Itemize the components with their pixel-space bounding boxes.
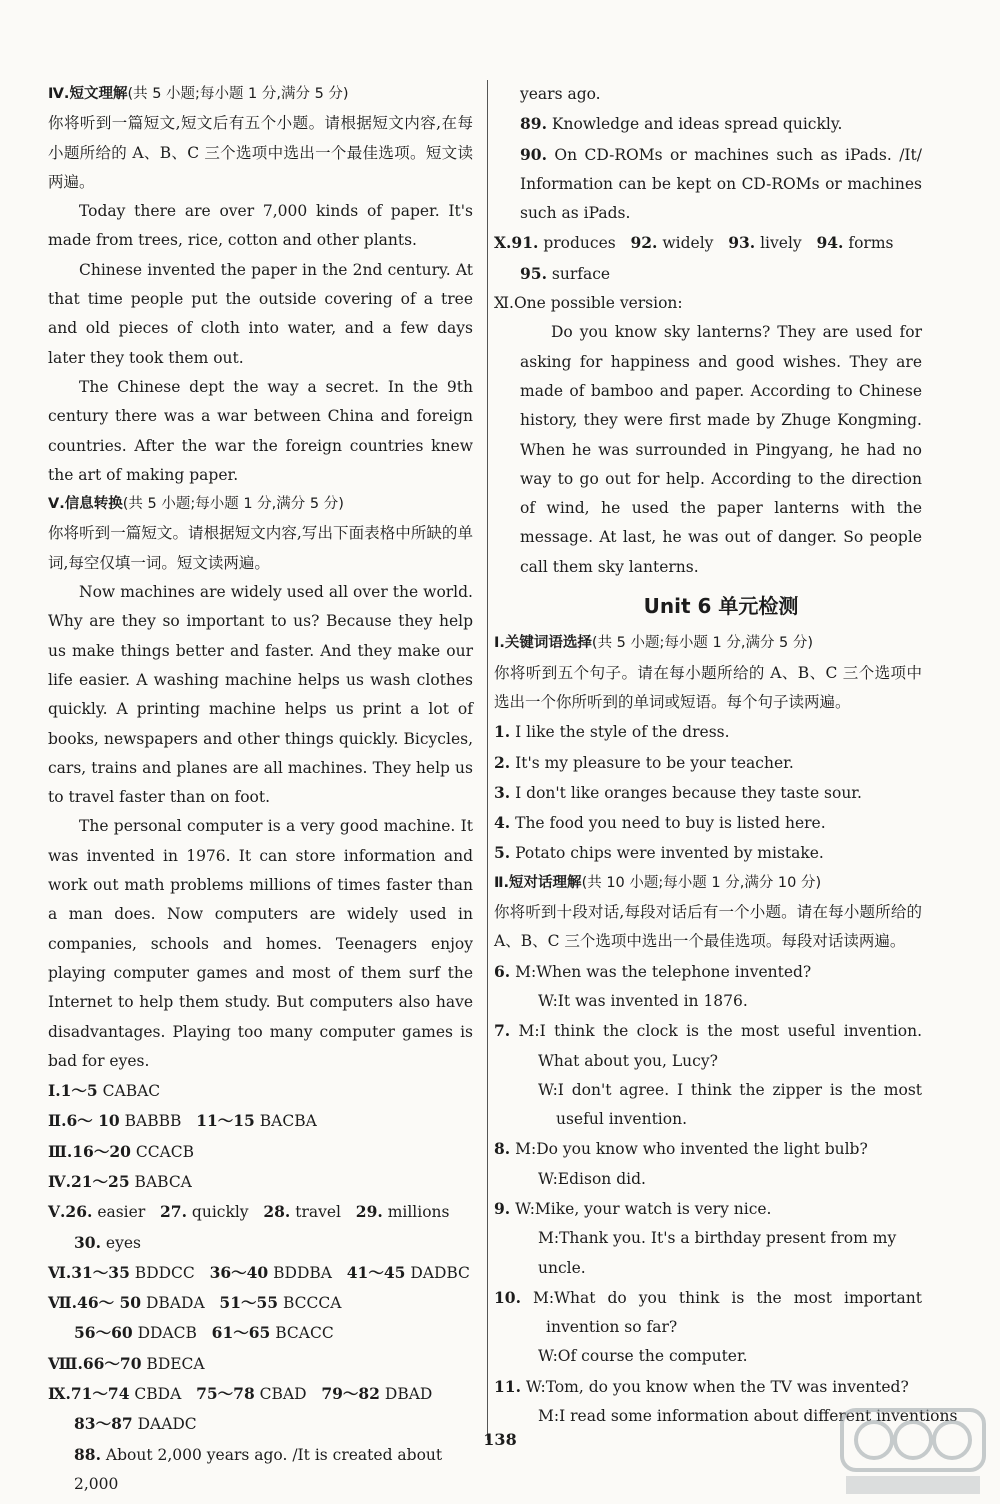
answer-line: Ⅲ.16～20 CCACB bbox=[48, 1141, 195, 1161]
answer-line: Ⅶ.46～ 50 DBADA 51～55 BCCCA bbox=[48, 1293, 342, 1313]
answer-line: Ⅹ.91. produces 92. widely 93. lively 94. forms bbox=[494, 233, 894, 253]
sentence: 1. I like the style of the dress. bbox=[494, 722, 730, 742]
passage-paragraph: Chinese invented the paper in the 2nd century. At that time people put the outside covering of a tree and old pieces of cloth into water, and a few days later they took them out. bbox=[48, 260, 473, 367]
section-heading: Ⅳ.短文理解(共 5 小题;每小题 1 分,满分 5 分) bbox=[48, 86, 349, 102]
answer-line: 89. Knowledge and ideas spread quickly. bbox=[520, 114, 843, 134]
dialogue-line: W:I don't agree. I think the zipper is the most useful invention. bbox=[538, 1080, 922, 1129]
answer-line: Ⅷ.66～70 BDECA bbox=[48, 1353, 205, 1373]
section-heading: Ⅱ.短对话理解(共 10 小题;每小题 1 分,满分 10 分) bbox=[494, 874, 822, 891]
page-number: 138 bbox=[483, 1430, 517, 1449]
unit-title: Unit 6 单元检测 bbox=[643, 594, 799, 619]
answer-line: 88. About 2,000 years ago. /It is created about 2,000 bbox=[74, 1444, 443, 1493]
dialogue-line: W:It was invented in 1876. bbox=[538, 991, 748, 1010]
passage-paragraph: The Chinese dept the way a secret. In the 9th century there was a war between China and foreign countries. After the war the foreign countries knew the art of making paper. bbox=[48, 377, 473, 484]
dialogue-line: W:Edison did. bbox=[538, 1169, 646, 1188]
answer-line: 90. On CD-ROMs or machines such as iPads. /It/ Information can be kept on CD-ROMs or machines such as iPads. bbox=[520, 144, 922, 223]
watermark-logo bbox=[838, 1406, 988, 1498]
dialogue-line: 11. W:Tom, do you know when the TV was invented? bbox=[494, 1376, 909, 1396]
passage-paragraph: Today there are over 7,000 kinds of paper. It's made from trees, rice, cotton and other plants. bbox=[48, 202, 473, 250]
dialogue-line: 10. M:What do you think is the most important invention so far? bbox=[494, 1287, 922, 1337]
answer-line: years ago. bbox=[520, 85, 601, 103]
answer-line: Ⅰ.1～5 CABAC bbox=[48, 1081, 161, 1101]
answer-line: 56～60 DDACB 61～65 BCACC bbox=[74, 1323, 334, 1343]
sentence: 3. I don't like oranges because they taste sour. bbox=[494, 782, 862, 802]
sentence: 5. Potato chips were invented by mistake. bbox=[494, 843, 824, 863]
instruction: 你将听到一篇短文。请根据短文内容,写出下面表格中所缺的单词,每空仅填一词。短文读两遍。 bbox=[48, 524, 473, 572]
dialogue-line: 8. M:Do you know who invented the light bulb? bbox=[494, 1139, 868, 1159]
instruction: 你将听到十段对话,每段对话后有一个小题。请在每小题所给的 A、B、C 三个选项中选出一个最佳选项。每段对话读两遍。 bbox=[494, 903, 922, 951]
column-divider bbox=[487, 80, 488, 1440]
sentence: 4. The food you need to buy is listed here. bbox=[494, 813, 826, 833]
answer-line: Ⅸ.71～74 CBDA 75～78 CBAD 79～82 DBAD bbox=[48, 1384, 433, 1404]
answer-line: 95. surface bbox=[520, 263, 611, 283]
answer-line: Ⅺ.One possible version: bbox=[494, 294, 683, 313]
section-heading: Ⅰ.关键词语选择(共 5 小题;每小题 1 分,满分 5 分) bbox=[494, 635, 814, 652]
answer-line: Ⅳ.21～25 BABCA bbox=[48, 1171, 192, 1191]
watermark-graphic bbox=[838, 1406, 988, 1498]
right-column bbox=[494, 80, 958, 1431]
left-column bbox=[48, 80, 473, 1499]
instruction: 你将听到一篇短文,短文后有五个小题。请根据短文内容,在每小题所给的 A、B、C 三个选项中选出一个最佳选项。短文读两遍。 bbox=[48, 114, 473, 191]
sentence: 2. It's my pleasure to be your teacher. bbox=[494, 752, 794, 772]
dialogue-line: 7. M:I think the clock is the most useful invention. What about you, Lucy? bbox=[494, 1021, 922, 1070]
passage-paragraph: Now machines are widely used all over the world. Why are they so important to us? Because they help us make things better and faster. And they make our life easier. A washing machine helps us wash clothes quickly. A printing machine helps us print a lot of books, newspapers and other things quickly. Bicycles, cars, trains and planes are all machines. They help us to travel faster than on foot. bbox=[48, 583, 473, 807]
section-heading: Ⅴ.信息转换(共 5 小题;每小题 1 分,满分 5 分) bbox=[48, 496, 344, 513]
dialogue-line: M:I read some information about different inventions bbox=[538, 1407, 958, 1426]
dialogue-line: W:Of course the computer. bbox=[538, 1347, 748, 1366]
passage-paragraph: The personal computer is a very good machine. It was invented in 1976. It can store information and work out math problems millions of times faster than a man does. Now computers are widely used in companies, schools and homes. Teenagers enjoy playing computer games and most of them surf the Internet to help them study. But computers also have disadvantages. Playing too many computer games is bad for eyes. bbox=[48, 817, 473, 1070]
essay-paragraph: Do you know sky lanterns? They are used for asking for happiness and good wishes. They are made of bamboo and paper. According to Chinese history, they were first made by Zhuge Kongming. When he was surrounded in Pingyang, he had no way to go out for help. According to the direction of wind, he used the paper lanterns with the message. At last, he was out of danger. So people call them sky lanterns. bbox=[520, 323, 922, 576]
dialogue-line: M:Thank you. It's a birthday present from my uncle. bbox=[538, 1229, 897, 1277]
answer-line: Ⅱ.6～ 10 BABBB 11～15 BACBA bbox=[48, 1111, 317, 1131]
answer-line: Ⅴ.26. easier 27. quickly 28. travel 29. millions bbox=[48, 1202, 450, 1222]
dialogue-line: 9. W:Mike, your watch is very nice. bbox=[494, 1198, 772, 1218]
answer-line: Ⅵ.31～35 BDDCC 36～40 BDDBA 41～45 DADBC bbox=[48, 1262, 470, 1282]
answer-line: 83～87 DAADC bbox=[74, 1414, 197, 1434]
instruction: 你将听到五个句子。请在每小题所给的 A、B、C 三个选项中选出一个你所听到的单词或短语。每个句子读两遍。 bbox=[494, 663, 922, 711]
dialogue-line: 6. M:When was the telephone invented? bbox=[494, 961, 812, 981]
answer-line: 30. eyes bbox=[74, 1232, 141, 1252]
